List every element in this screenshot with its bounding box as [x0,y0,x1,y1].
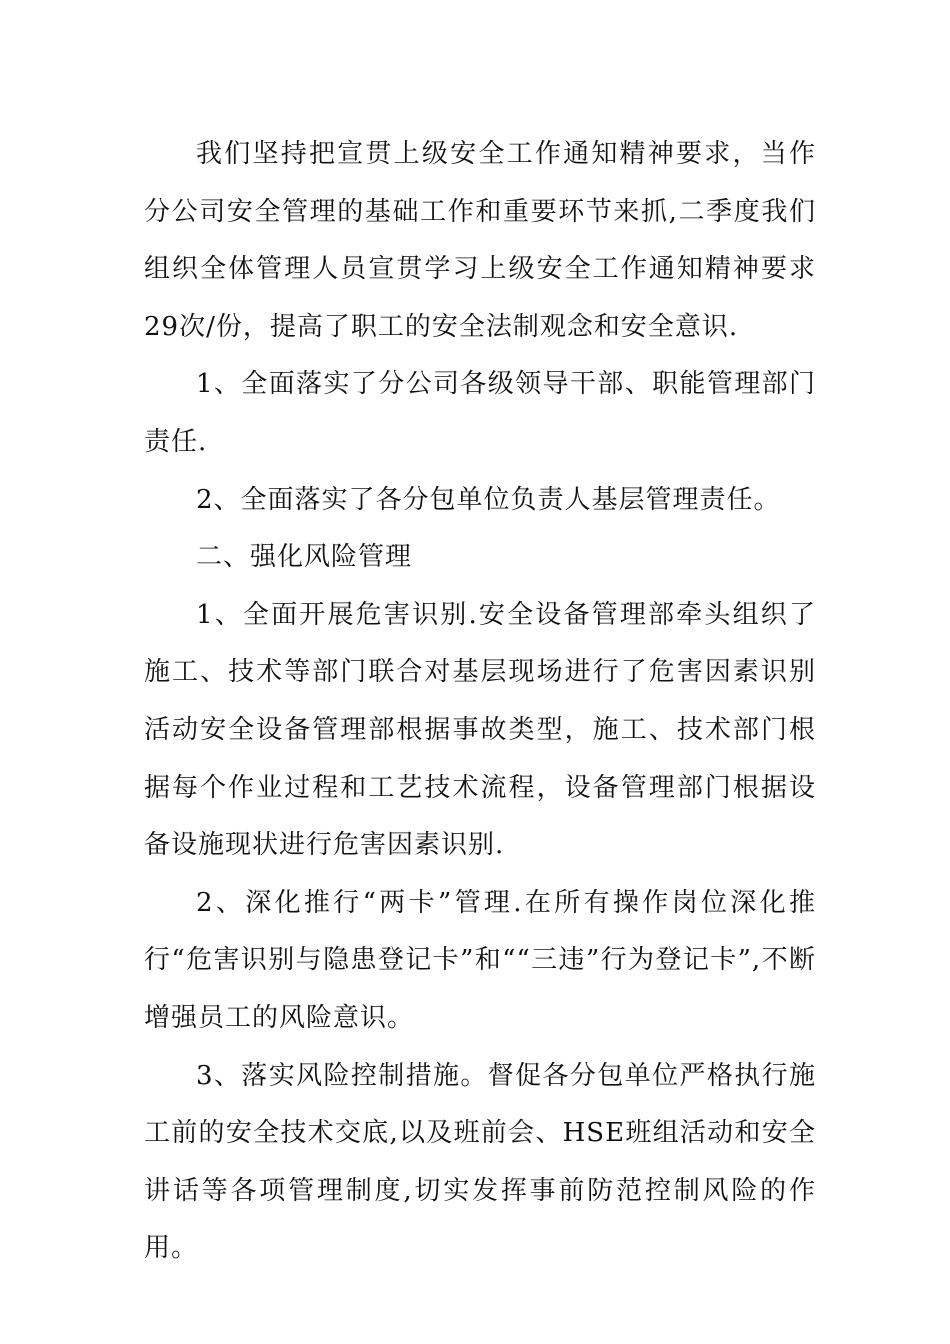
paragraph-hazard-identification: 1、全面开展危害识别.安全设备管理部牵头组织了施工、技术等部门联合对基层现场进行了危害因素识别活动安全设备管理部根据事故类型，施工、技术部门根据每个作业过程和工艺技术流程，设备管理部门根据设备设施现状进行危害因素识别. [144,599,816,861]
section-heading-risk-management: 二、强化风险管理 [196,542,413,573]
paragraph-intro: 我们坚持把宣贯上级安全工作通知精神要求，当作分公司安全管理的基础工作和重要环节来抓,二季度我们组织全体管理人员宣贯学习上级安全工作通知精神要求29次/份，提高了职工的安全法制观念和安全意识. [144,139,816,342]
document-body [144,126,816,1278]
paragraph-item-2-subcontractors: 2、全面落实了各分包单位负责人基层管理责任。 [196,484,781,515]
paragraph-item-1-leaders: 1、全面落实了分公司各级领导干部、职能管理部门责任. [144,369,816,457]
paragraph-risk-control: 3、落实风险控制措施。督促各分包单位严格执行施工前的安全技术交底,以及班前会、HSE班组活动和安全讲话等各项管理制度,切实发挥事前防范控制风险的作用。 [144,1060,816,1264]
paragraph-two-cards: 2、深化推行“两卡”管理.在所有操作岗位深化推行“危害识别与隐患登记卡”和““三违”行为登记卡”,不断增强员工的风险意识。 [144,887,816,1033]
